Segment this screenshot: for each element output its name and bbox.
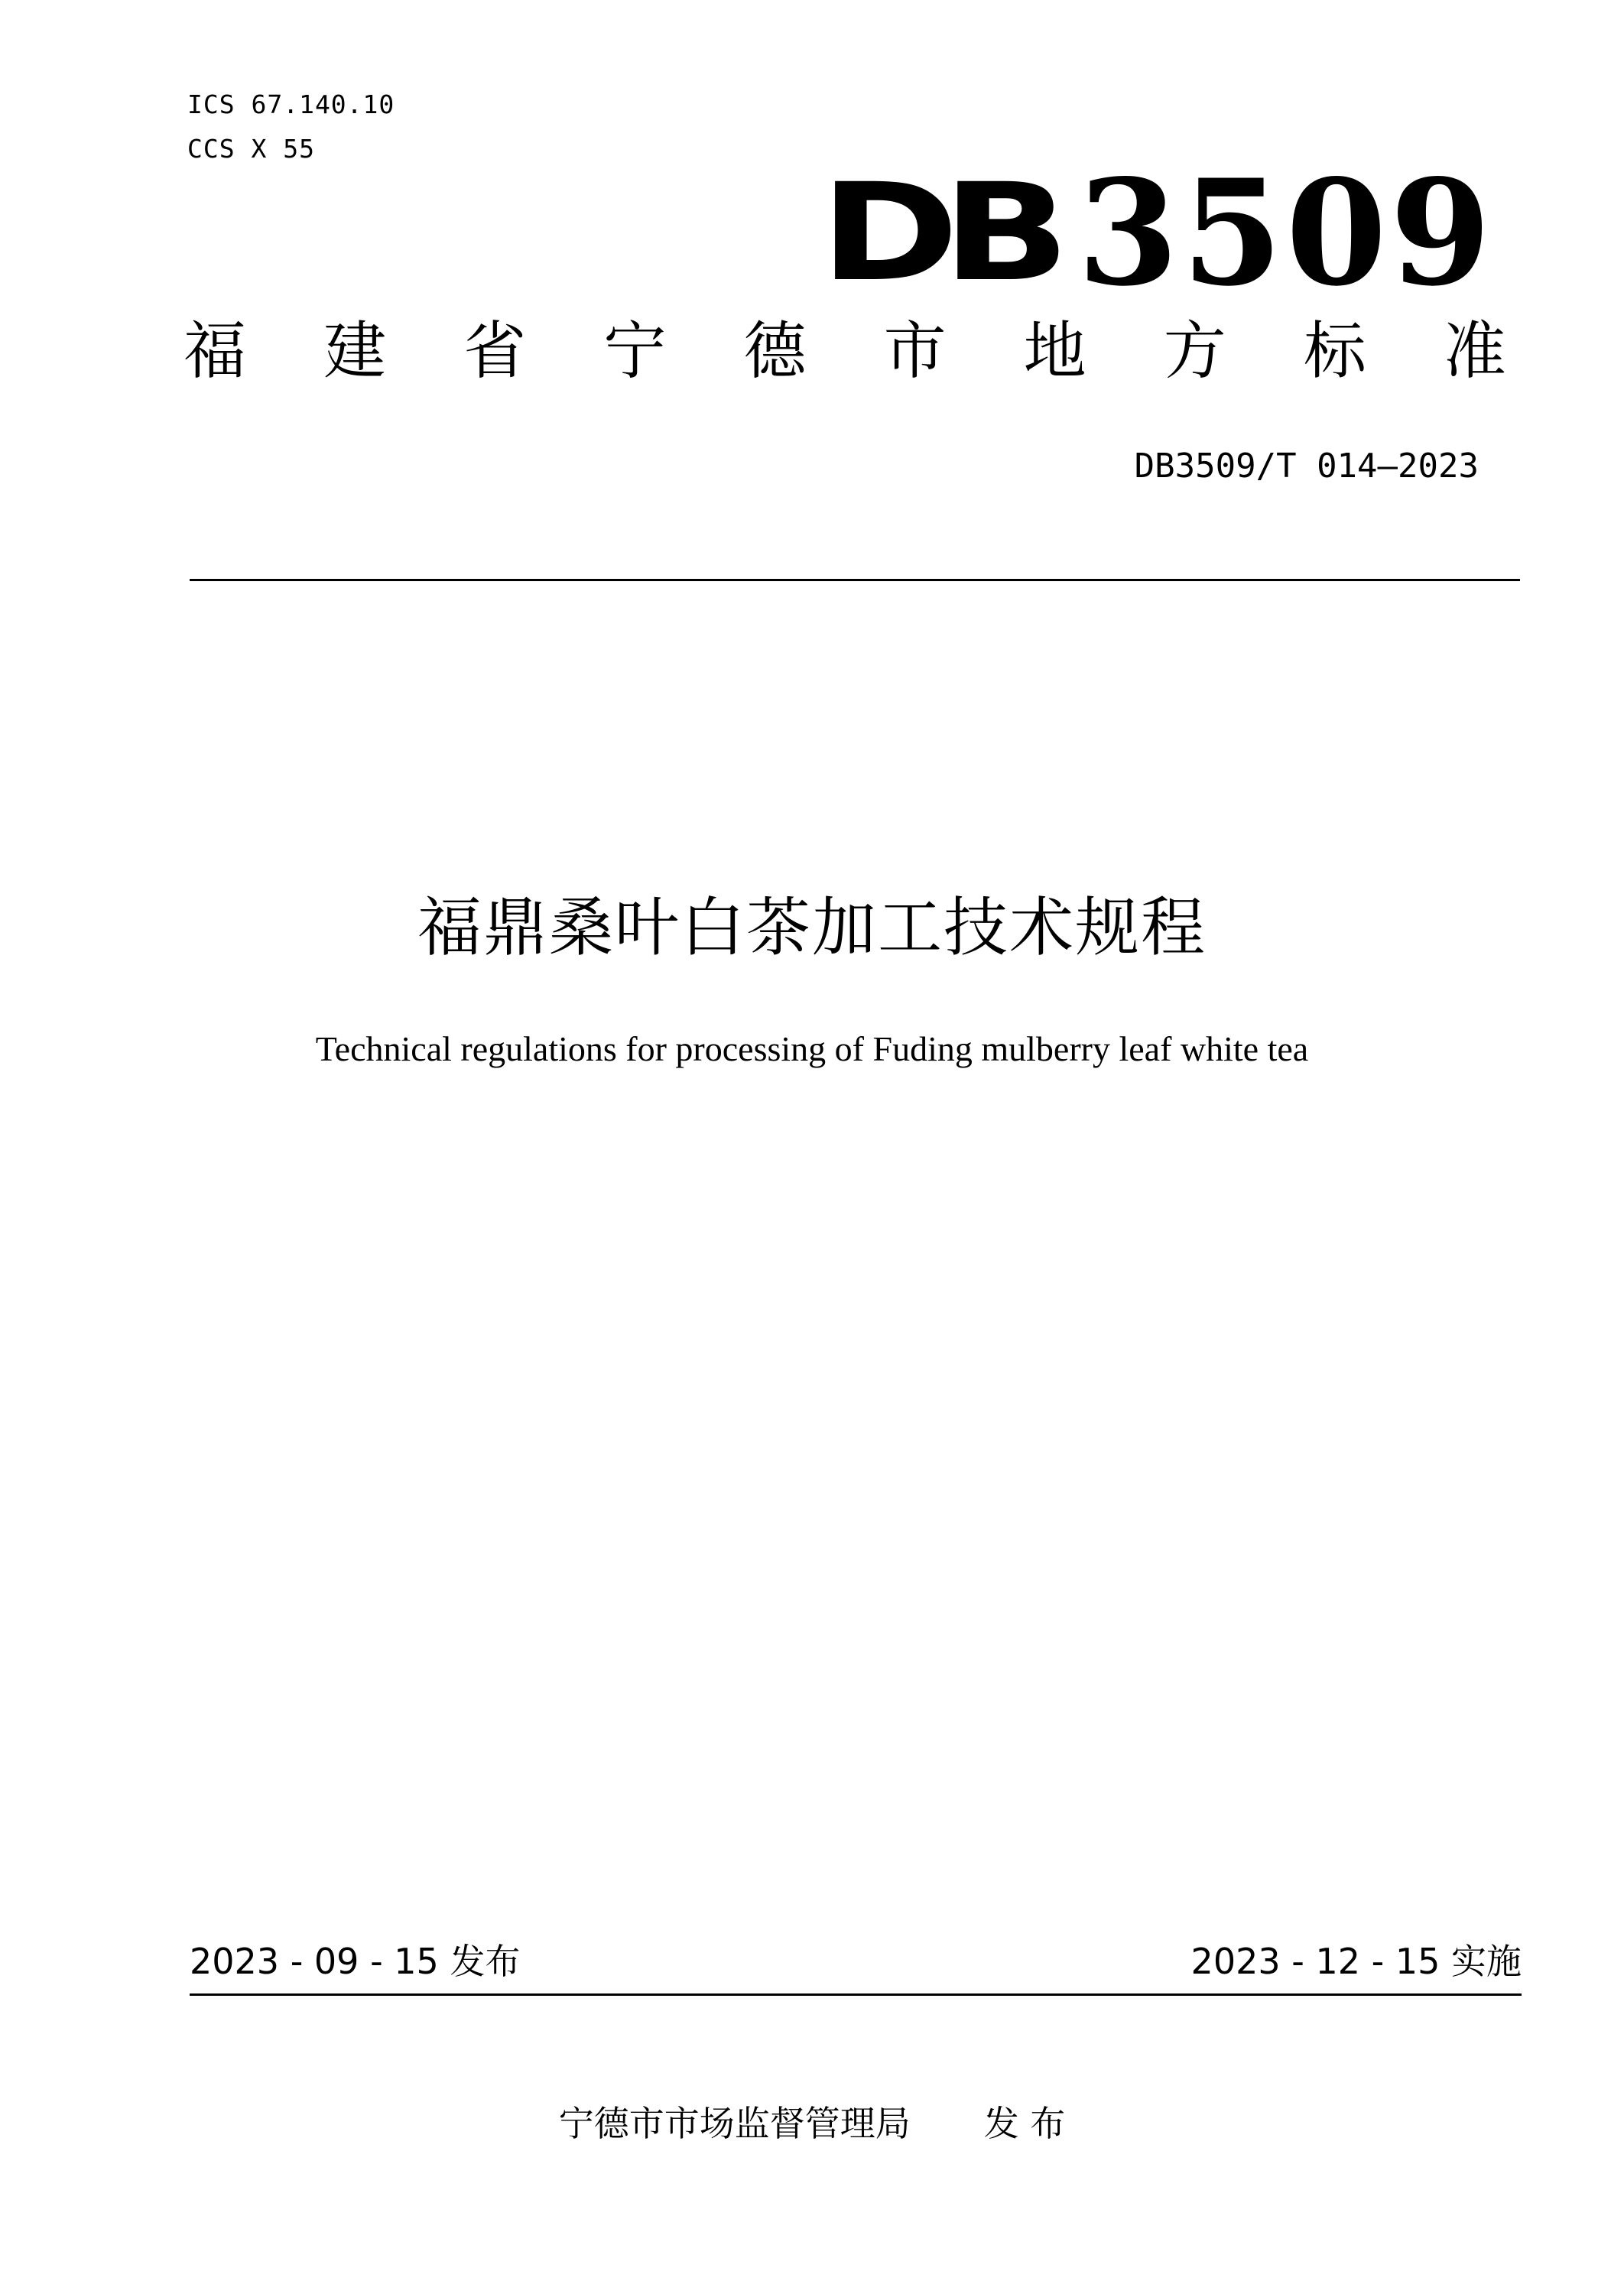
ccs-code: CCS X 55 (187, 134, 315, 164)
classification-codes (187, 83, 395, 171)
standard-type-char: 宁 (603, 315, 667, 388)
standard-code: DB3509/T 014—2023 (1134, 447, 1479, 486)
logo-number: 3509 (1077, 148, 1494, 318)
standard-type-char: 标 (1303, 315, 1366, 388)
standard-type-char: 德 (743, 315, 807, 388)
standard-type-heading (184, 314, 1506, 390)
standard-type-char: 省 (463, 315, 527, 388)
bottom-divider (190, 1993, 1522, 1996)
logo-prefix: DB (819, 154, 1054, 311)
issuer-line (0, 2097, 1624, 2150)
standard-type-char: 建 (323, 315, 387, 388)
top-divider (190, 579, 1520, 581)
standard-type-char: 市 (883, 315, 947, 388)
issuer-action: 发 布 (983, 2103, 1066, 2144)
standard-type-char: 方 (1163, 315, 1226, 388)
title-chinese: 福鼎桑叶白茶加工技术规程 (417, 890, 1207, 965)
standard-type-char: 准 (1443, 315, 1506, 388)
standard-type-char: 地 (1023, 315, 1086, 388)
title-english: Technical regulations for processing of Fuding mulberry leaf white tea (315, 1029, 1309, 1068)
ics-code: ICS 67.140.10 (187, 89, 395, 119)
standard-type-char: 福 (184, 315, 247, 388)
issuer-name: 宁德市市场监督管理局 (558, 2103, 911, 2144)
implement-date: 2023 - 12 - 15 实施 (1190, 1941, 1522, 1982)
db-logo (819, 148, 1494, 318)
publish-date: 2023 - 09 - 15 发布 (190, 1941, 521, 1982)
